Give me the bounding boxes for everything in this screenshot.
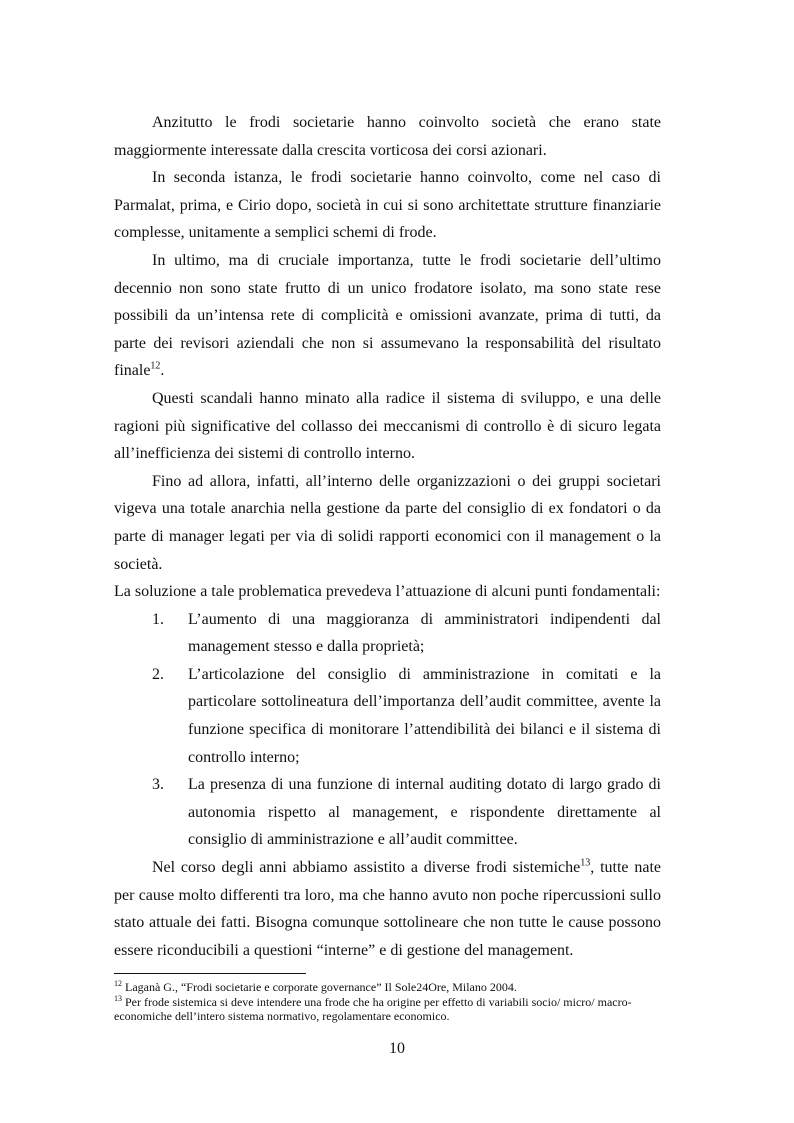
paragraph-7-end: , tutte nate per cause molto differenti tra loro, ma che hanno avuto non poche ripercussioni sullo stato attuale dei fatti. Bisogna comunque sottolineare che non tutte le cause possono essere riconducibili a questioni “interne” e di gestione del management. (114, 859, 661, 959)
footnote-text: Laganà G., “Frodi societarie e corporate governance” Il Sole24Ore, Milano 2004. (125, 980, 517, 994)
footnotes (114, 980, 661, 1024)
body-text (114, 109, 661, 964)
paragraph-3: In ultimo, ma di cruciale importanza, tutte le frodi societarie dell’ultimo decennio non sono state frutto di un unico frodatore isolato, ma sono state rese possibili da un’intensa rete di complicità e omissioni avanzate, prima di tutti, da parte dei revisori aziendali che non si assumevano la responsabilità del risultato finale$^{12}$. (114, 251, 661, 380)
list-item-number: 1. (152, 610, 164, 628)
footnote-text: Per frode sistemica si deve intendere una frode che ha origine per effetto di variabili socio/ micro/ macro-economiche dell’intero sistema normativo, regolamentare economico. (114, 994, 632, 1023)
list-item-text: La presenza di una funzione di internal auditing dotato di largo grado di autonomia rispetto al management, e rispondente direttamente al consiglio di amministrazione e all’audit committee. (188, 776, 661, 849)
paragraph-7-start: Nel corso degli anni abbiamo assistito a diverse frodi sistemiche (152, 859, 581, 877)
paragraph-3-text: In ultimo, ma di cruciale importanza, tutte le frodi societarie dell’ultimo decennio non sono state frutto di un unico frodatore isolato, ma sono state rese possibili da un’intensa rete di complicità e omissioni avanzate, prima di tutti, da parte dei revisori aziendali che non si assumevano la responsabilità del risultato finale (114, 251, 661, 380)
footnote-13 (114, 995, 661, 1024)
footnote-number: 13 (114, 993, 122, 1003)
paragraph-5: Fino ad allora, infatti, all’interno delle organizzazioni o dei gruppi societari vigeva una totale anarchia nella gestione da parte del consiglio di ex fondatori o da parte di manager legati per via di solidi rapporti economici con il management o la società. (114, 472, 661, 573)
list-item (114, 661, 661, 771)
paragraph-2: In seconda istanza, le frodi societarie hanno coinvolto, come nel caso di Parmalat, prima, e Cirio dopo, società in cui si sono architettate strutture finanziarie complesse, unitamente a semplici schemi di frode. (114, 169, 661, 242)
list-item (114, 771, 661, 854)
footnote-ref-13[interactable]: 13 (580, 857, 591, 869)
list-item-number: 3. (152, 776, 164, 794)
footnote-number: 12 (114, 979, 122, 988)
list-item-number: 2. (152, 665, 164, 683)
page-number: 10 (389, 1040, 405, 1057)
list-item (114, 606, 661, 661)
footnote-separator (114, 973, 306, 974)
numbered-list (114, 606, 661, 854)
paragraph-6: La soluzione a tale problematica prevedeva l’attuazione di alcuni punti fondamentali: (114, 583, 661, 601)
footnote-ref-12[interactable]: 12 (150, 361, 161, 373)
paragraph-1: Anzitutto le frodi societarie hanno coinvolto società che erano state maggiormente interessate dalla crescita vorticosa dei corsi azionari. (114, 114, 661, 159)
paragraph-7 (114, 854, 661, 964)
footnote-12 (114, 980, 661, 995)
paragraph-4: Questi scandali hanno minato alla radice il sistema di sviluppo, e una delle ragioni più significative del collasso dei meccanismi di controllo è di sicuro legata all’inefficienza dei sistemi di controllo interno. (114, 389, 661, 463)
list-item-text: L’articolazione del consiglio di amministrazione in comitati e la particolare sottolineatura dell’importanza dell’audit committee, avente la funzione specifica di monitorare l’attendibilità dei bilanci e il sistema di controllo interno; (188, 665, 661, 766)
list-item-text: L’aumento di una maggioranza di amministratori indipendenti dal management stesso e dalla proprietà; (188, 610, 661, 656)
